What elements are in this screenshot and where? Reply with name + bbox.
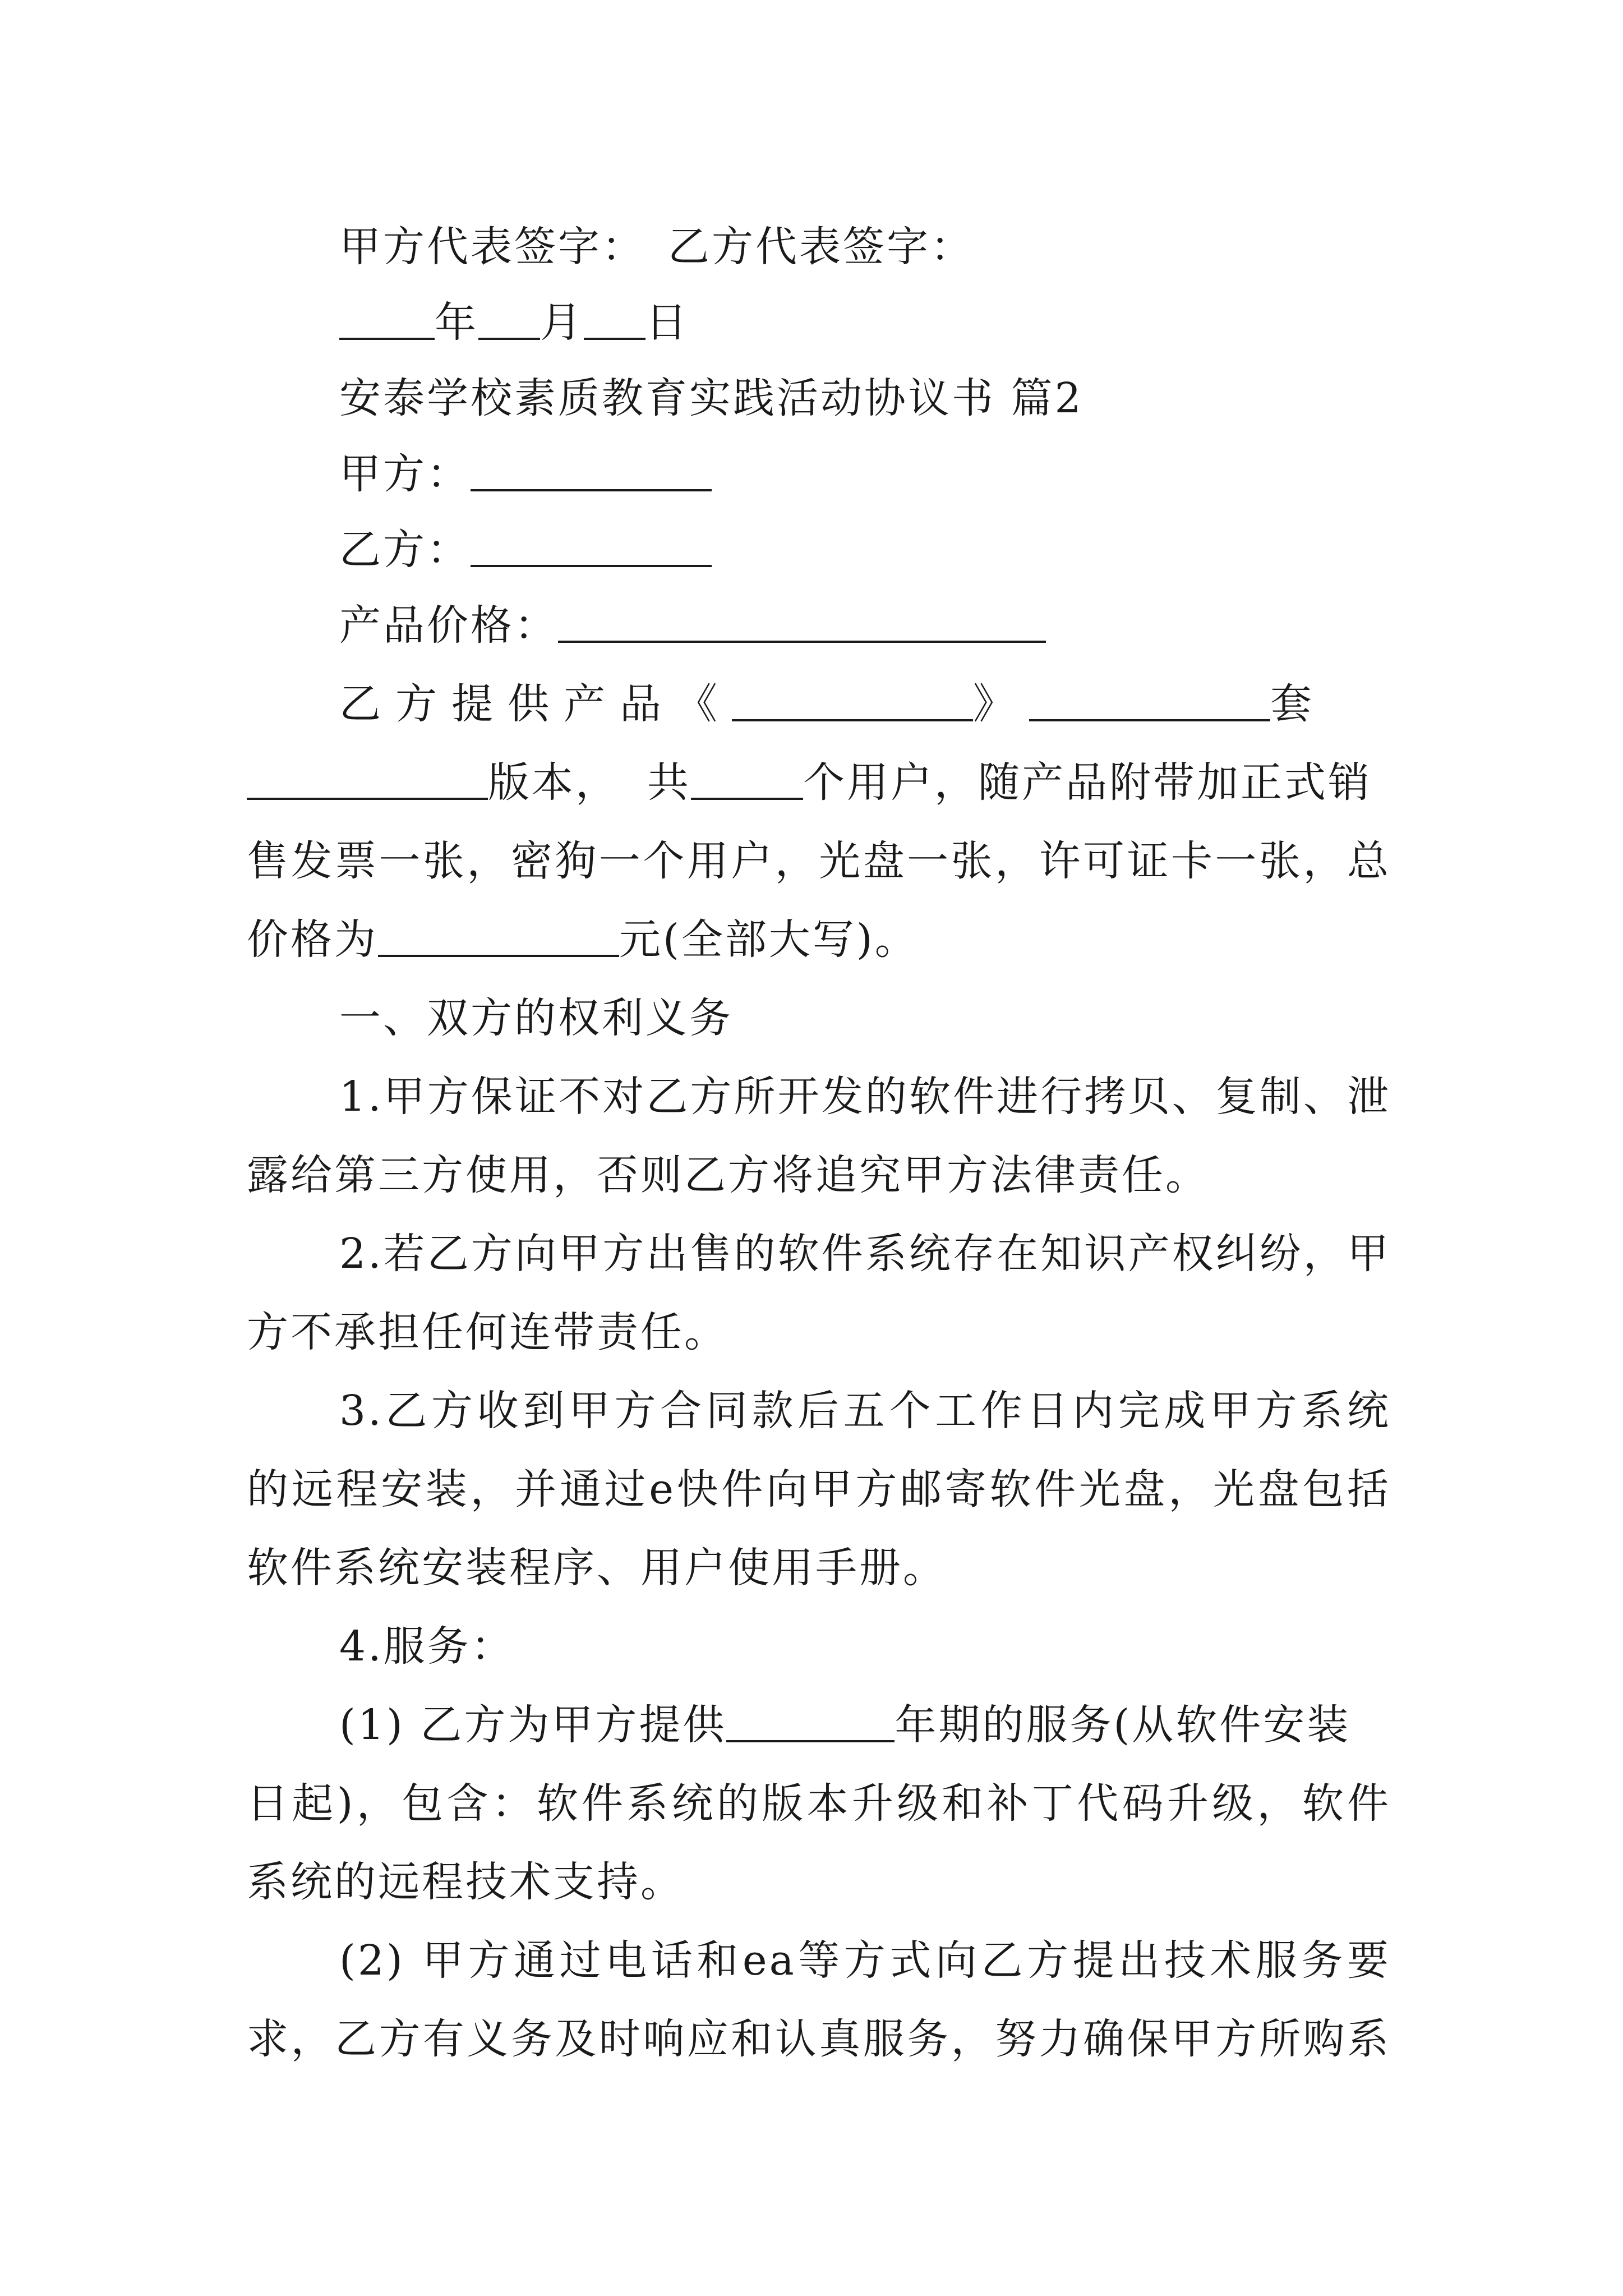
party-a-signature-label: 甲方代表签字： <box>339 223 645 271</box>
party-a-blank <box>471 448 712 491</box>
service-1-text-1: (1) 乙方为甲方提供 <box>339 1701 727 1749</box>
month-blank <box>478 296 540 340</box>
service-1-line-2: 日起)，包含：软件系统的版本升级和补丁代码升级，软件 <box>247 1779 1391 1828</box>
clause-3-line-3: 软件系统安装程序、用户使用手册。 <box>247 1544 947 1592</box>
price-blank <box>558 599 1046 643</box>
service-1-line-3: 系统的远程技术支持。 <box>247 1858 684 1906</box>
version-blank <box>247 756 488 800</box>
day-blank <box>584 296 645 340</box>
service-2-line-1: (2) 甲方通过电话和ea等方式向乙方提出技术服务要 <box>339 1936 1391 1985</box>
product-text-2: 》 <box>973 680 1029 728</box>
user-count-blank <box>691 756 803 800</box>
service-1-text-2: 年期的服务(从软件安装 <box>895 1701 1351 1749</box>
clause-1-line-2: 露给第三方使用，否则乙方将追究甲方法律责任。 <box>247 1151 1209 1199</box>
product-text-1: 乙方提供产品《 <box>339 680 732 728</box>
clause-2-line-1: 2.若乙方向甲方出售的软件系统存在知识产权纠纷，甲 <box>339 1230 1391 1278</box>
product-name-blank <box>732 678 973 721</box>
product-line-4 <box>247 900 1391 979</box>
product-line-1 <box>339 665 1391 743</box>
signature-line <box>339 208 1391 286</box>
party-a-label: 甲方： <box>339 450 471 498</box>
service-1-line-1 <box>339 1686 1391 1764</box>
total-price-blank <box>378 913 619 957</box>
product-text-7: 价格为 <box>247 915 378 964</box>
product-line-2 <box>247 743 1391 822</box>
product-text-8: 元(全部大写)。 <box>619 915 919 964</box>
clause-2-line-2: 方不承担任何连带责任。 <box>247 1308 728 1356</box>
clause-1-line-1: 1.甲方保证不对乙方所开发的软件进行拷贝、复制、泄 <box>339 1073 1391 1121</box>
product-text-4: 版本， <box>488 758 619 807</box>
product-line-3: 售发票一张，密狗一个用户，光盘一张，许可证卡一张，总 <box>247 837 1391 885</box>
year-blank <box>339 296 435 340</box>
service-years-blank <box>726 1699 895 1742</box>
product-text-6: 个用户，随产品附带加正式销 <box>803 758 1372 807</box>
product-text-5: 共 <box>647 758 691 807</box>
party-b-signature-label: 乙方代表签字： <box>668 223 974 271</box>
year-label: 年 <box>435 298 478 347</box>
price-label: 产品价格： <box>339 601 558 650</box>
party-b-blank <box>471 523 712 567</box>
party-a-line <box>339 435 1391 513</box>
clause-3-line-1: 3.乙方收到甲方合同款后五个工作日内完成甲方系统 <box>339 1387 1391 1435</box>
service-2-line-2: 求，乙方有义务及时响应和认真服务，努力确保甲方所购系 <box>247 2015 1391 2063</box>
section-title: 安泰学校素质教育实践活动协议书 篇2 <box>339 374 1083 422</box>
day-label: 日 <box>645 298 689 347</box>
party-b-line <box>339 510 1391 589</box>
heading-rights: 一、双方的权利义务 <box>339 994 733 1042</box>
month-label: 月 <box>540 298 584 347</box>
price-line <box>339 586 1391 665</box>
clause-4-title: 4.服务： <box>339 1622 515 1671</box>
product-text-3: 套 <box>1270 680 1326 728</box>
date-line <box>339 283 1391 362</box>
product-quantity-blank <box>1029 678 1270 721</box>
party-b-label: 乙方： <box>339 526 471 574</box>
clause-3-line-2: 的远程安装，并通过e快件向甲方邮寄软件光盘，光盘包括 <box>247 1465 1391 1513</box>
